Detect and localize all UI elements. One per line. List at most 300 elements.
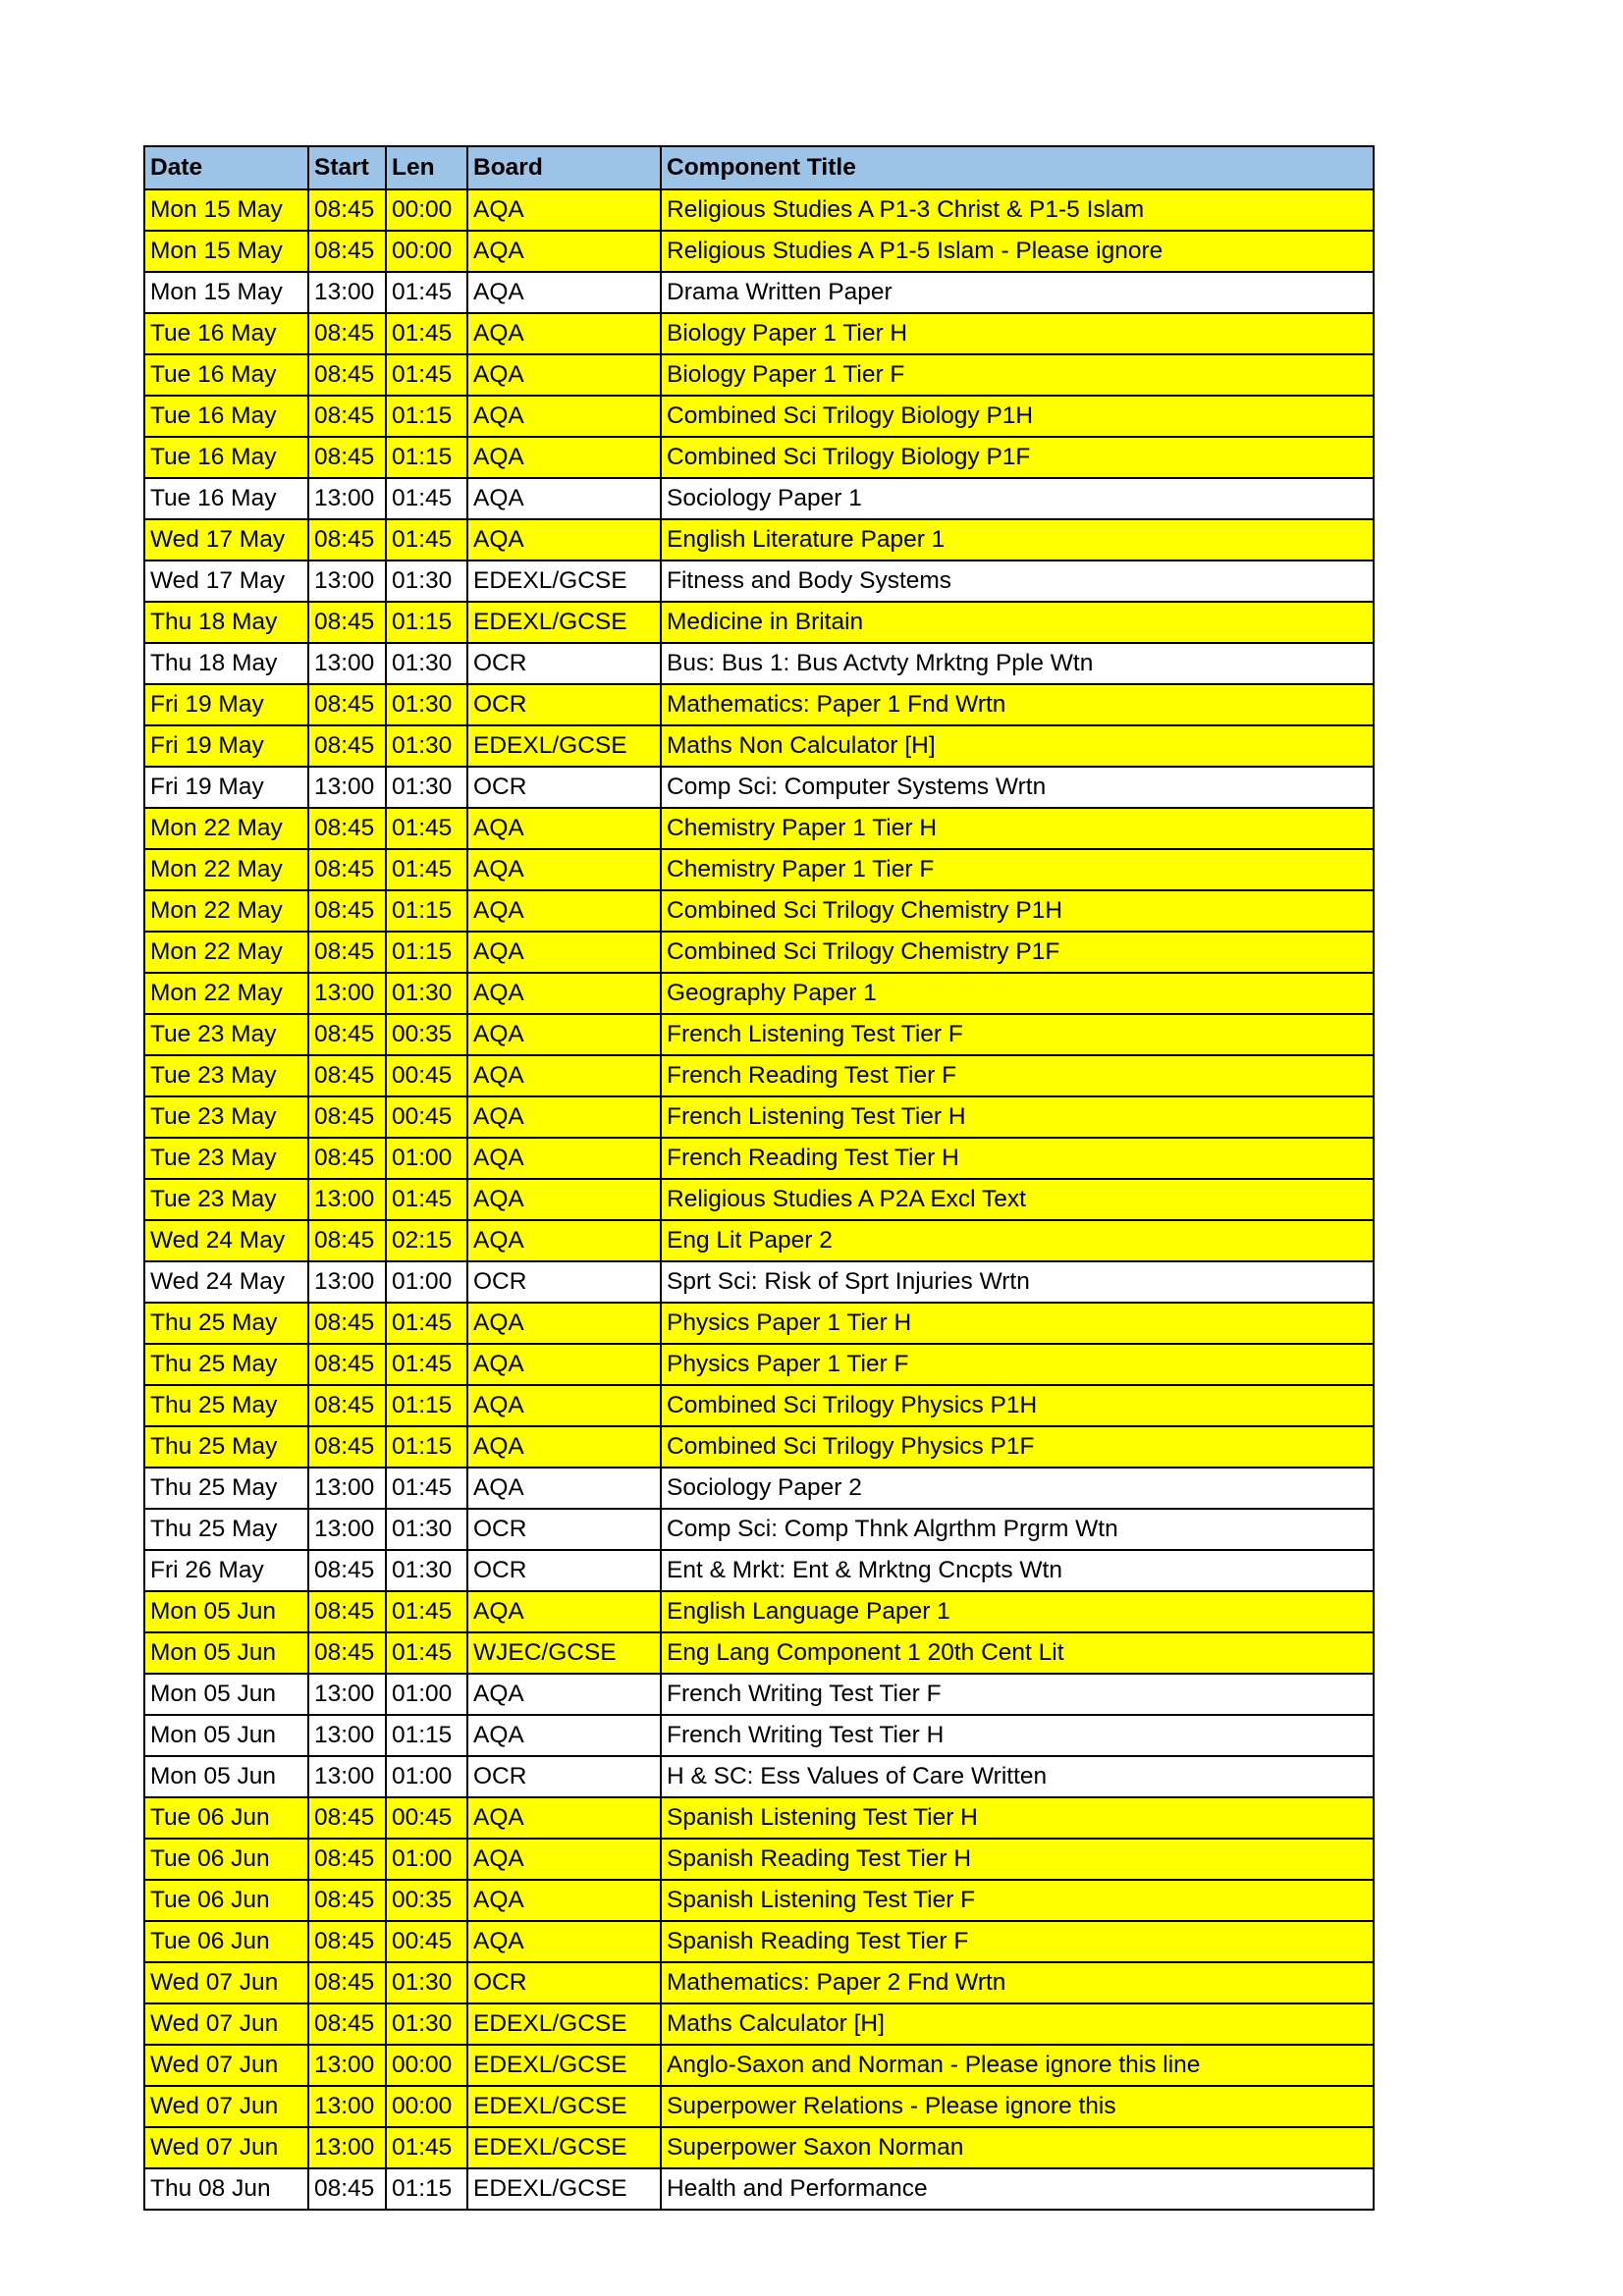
cell-start: 08:45 <box>308 1385 386 1426</box>
cell-len: 01:15 <box>386 890 467 932</box>
table-row <box>144 2045 1374 2086</box>
cell-start: 08:45 <box>308 808 386 849</box>
cell-len: 00:00 <box>386 231 467 272</box>
table-row <box>144 2168 1374 2210</box>
cell-date: Wed 24 May <box>144 1261 308 1303</box>
cell-title: Superpower Saxon Norman <box>661 2127 1374 2168</box>
cell-start: 08:45 <box>308 354 386 396</box>
cell-title: Combined Sci Trilogy Physics P1F <box>661 1426 1374 1468</box>
cell-board: OCR <box>467 1261 661 1303</box>
cell-len: 00:00 <box>386 2045 467 2086</box>
cell-len: 01:45 <box>386 519 467 561</box>
cell-len: 01:45 <box>386 1303 467 1344</box>
cell-title: Combined Sci Trilogy Chemistry P1H <box>661 890 1374 932</box>
table-row <box>144 684 1374 725</box>
cell-date: Thu 25 May <box>144 1344 308 1385</box>
cell-len: 00:35 <box>386 1880 467 1921</box>
table-row <box>144 519 1374 561</box>
table-row <box>144 725 1374 767</box>
cell-date: Tue 23 May <box>144 1055 308 1096</box>
cell-date: Tue 16 May <box>144 396 308 437</box>
cell-start: 08:45 <box>308 519 386 561</box>
column-header-component-title: Component Title <box>661 146 1374 189</box>
cell-title: Mathematics: Paper 2 Fnd Wrtn <box>661 1962 1374 2003</box>
cell-start: 08:45 <box>308 1550 386 1591</box>
cell-date: Mon 15 May <box>144 231 308 272</box>
cell-date: Wed 07 Jun <box>144 2127 308 2168</box>
cell-len: 01:30 <box>386 2003 467 2045</box>
table-row <box>144 1550 1374 1591</box>
cell-len: 01:00 <box>386 1756 467 1797</box>
cell-start: 08:45 <box>308 890 386 932</box>
table-row <box>144 396 1374 437</box>
cell-date: Mon 15 May <box>144 189 308 231</box>
cell-title: Medicine in Britain <box>661 602 1374 643</box>
cell-date: Mon 15 May <box>144 272 308 313</box>
table-row <box>144 1385 1374 1426</box>
cell-board: AQA <box>467 519 661 561</box>
cell-start: 08:45 <box>308 1426 386 1468</box>
cell-board: OCR <box>467 1756 661 1797</box>
cell-title: Bus: Bus 1: Bus Actvty Mrktng Pple Wtn <box>661 643 1374 684</box>
table-row <box>144 1591 1374 1632</box>
cell-date: Tue 16 May <box>144 313 308 354</box>
cell-start: 13:00 <box>308 1715 386 1756</box>
table-row <box>144 643 1374 684</box>
cell-start: 08:45 <box>308 1797 386 1839</box>
table-header <box>144 146 1374 189</box>
cell-len: 02:15 <box>386 1220 467 1261</box>
cell-title: Combined Sci Trilogy Chemistry P1F <box>661 932 1374 973</box>
cell-board: AQA <box>467 272 661 313</box>
cell-len: 01:45 <box>386 1344 467 1385</box>
cell-start: 13:00 <box>308 767 386 808</box>
table-row <box>144 2003 1374 2045</box>
cell-board: EDEXL/GCSE <box>467 2086 661 2127</box>
cell-title: Superpower Relations - Please ignore this <box>661 2086 1374 2127</box>
cell-start: 13:00 <box>308 272 386 313</box>
table-row <box>144 973 1374 1014</box>
cell-start: 08:45 <box>308 1839 386 1880</box>
cell-title: Religious Studies A P1-3 Christ & P1-5 Islam <box>661 189 1374 231</box>
cell-date: Wed 17 May <box>144 561 308 602</box>
cell-title: Spanish Listening Test Tier H <box>661 1797 1374 1839</box>
cell-date: Tue 16 May <box>144 437 308 478</box>
cell-board: WJEC/GCSE <box>467 1632 661 1674</box>
cell-board: AQA <box>467 973 661 1014</box>
cell-date: Thu 25 May <box>144 1468 308 1509</box>
cell-title: Spanish Reading Test Tier F <box>661 1921 1374 1962</box>
table-row <box>144 231 1374 272</box>
cell-len: 01:15 <box>386 1715 467 1756</box>
column-header-len: Len <box>386 146 467 189</box>
cell-start: 08:45 <box>308 1303 386 1344</box>
cell-start: 08:45 <box>308 189 386 231</box>
cell-date: Tue 16 May <box>144 478 308 519</box>
cell-len: 01:45 <box>386 1468 467 1509</box>
cell-start: 08:45 <box>308 1055 386 1096</box>
table-row <box>144 1880 1374 1921</box>
cell-board: AQA <box>467 849 661 890</box>
cell-board: EDEXL/GCSE <box>467 561 661 602</box>
cell-board: OCR <box>467 1550 661 1591</box>
cell-title: Religious Studies A P1-5 Islam - Please ignore <box>661 231 1374 272</box>
cell-title: Sociology Paper 2 <box>661 1468 1374 1509</box>
cell-start: 08:45 <box>308 1591 386 1632</box>
table-row <box>144 354 1374 396</box>
table-row <box>144 890 1374 932</box>
cell-title: Comp Sci: Comp Thnk Algrthm Prgrm Wtn <box>661 1509 1374 1550</box>
cell-len: 00:45 <box>386 1096 467 1138</box>
cell-date: Mon 05 Jun <box>144 1632 308 1674</box>
cell-board: AQA <box>467 189 661 231</box>
cell-board: AQA <box>467 1921 661 1962</box>
cell-title: Chemistry Paper 1 Tier H <box>661 808 1374 849</box>
cell-board: EDEXL/GCSE <box>467 2127 661 2168</box>
cell-board: AQA <box>467 1303 661 1344</box>
cell-title: Drama Written Paper <box>661 272 1374 313</box>
cell-title: English Language Paper 1 <box>661 1591 1374 1632</box>
cell-date: Tue 23 May <box>144 1179 308 1220</box>
cell-date: Mon 05 Jun <box>144 1674 308 1715</box>
cell-date: Tue 06 Jun <box>144 1880 308 1921</box>
cell-len: 00:45 <box>386 1055 467 1096</box>
table-row <box>144 1797 1374 1839</box>
table-row <box>144 1055 1374 1096</box>
cell-len: 01:45 <box>386 478 467 519</box>
cell-start: 13:00 <box>308 561 386 602</box>
table-row <box>144 1261 1374 1303</box>
table-row <box>144 272 1374 313</box>
cell-start: 13:00 <box>308 1509 386 1550</box>
cell-start: 08:45 <box>308 2168 386 2210</box>
table-row <box>144 1138 1374 1179</box>
cell-date: Tue 23 May <box>144 1138 308 1179</box>
table-row <box>144 1426 1374 1468</box>
cell-date: Tue 06 Jun <box>144 1921 308 1962</box>
table-row <box>144 1096 1374 1138</box>
cell-start: 08:45 <box>308 1344 386 1385</box>
cell-board: OCR <box>467 643 661 684</box>
cell-date: Wed 07 Jun <box>144 2003 308 2045</box>
table-row <box>144 1468 1374 1509</box>
cell-board: AQA <box>467 1055 661 1096</box>
cell-len: 01:30 <box>386 684 467 725</box>
cell-len: 01:15 <box>386 2168 467 2210</box>
cell-len: 01:00 <box>386 1138 467 1179</box>
cell-len: 01:45 <box>386 2127 467 2168</box>
cell-date: Mon 22 May <box>144 808 308 849</box>
cell-title: Physics Paper 1 Tier F <box>661 1344 1374 1385</box>
cell-len: 01:30 <box>386 643 467 684</box>
cell-title: Mathematics: Paper 1 Fnd Wrtn <box>661 684 1374 725</box>
cell-len: 00:45 <box>386 1797 467 1839</box>
cell-start: 08:45 <box>308 1921 386 1962</box>
cell-len: 01:45 <box>386 272 467 313</box>
cell-len: 01:45 <box>386 849 467 890</box>
cell-date: Thu 18 May <box>144 643 308 684</box>
cell-date: Thu 18 May <box>144 602 308 643</box>
table-row <box>144 767 1374 808</box>
table-row <box>144 2086 1374 2127</box>
cell-len: 00:00 <box>386 189 467 231</box>
table-row <box>144 1756 1374 1797</box>
cell-start: 08:45 <box>308 602 386 643</box>
cell-board: AQA <box>467 437 661 478</box>
cell-board: AQA <box>467 890 661 932</box>
cell-title: Comp Sci: Computer Systems Wrtn <box>661 767 1374 808</box>
cell-board: OCR <box>467 1509 661 1550</box>
table-row <box>144 313 1374 354</box>
table-row <box>144 1715 1374 1756</box>
table-row <box>144 437 1374 478</box>
cell-title: Biology Paper 1 Tier F <box>661 354 1374 396</box>
cell-len: 01:15 <box>386 1385 467 1426</box>
cell-len: 00:45 <box>386 1921 467 1962</box>
table-row <box>144 561 1374 602</box>
cell-date: Tue 16 May <box>144 354 308 396</box>
table-row <box>144 1014 1374 1055</box>
cell-start: 08:45 <box>308 684 386 725</box>
cell-len: 01:30 <box>386 1962 467 2003</box>
cell-date: Tue 06 Jun <box>144 1839 308 1880</box>
cell-start: 13:00 <box>308 1756 386 1797</box>
cell-len: 01:30 <box>386 1509 467 1550</box>
cell-date: Thu 25 May <box>144 1509 308 1550</box>
cell-title: Ent & Mrkt: Ent & Mrktng Cncpts Wtn <box>661 1550 1374 1591</box>
cell-title: Geography Paper 1 <box>661 973 1374 1014</box>
cell-board: EDEXL/GCSE <box>467 2003 661 2045</box>
cell-title: French Writing Test Tier F <box>661 1674 1374 1715</box>
column-header-board: Board <box>467 146 661 189</box>
cell-start: 08:45 <box>308 1138 386 1179</box>
cell-start: 08:45 <box>308 932 386 973</box>
cell-start: 08:45 <box>308 725 386 767</box>
table-row <box>144 1632 1374 1674</box>
cell-len: 01:45 <box>386 808 467 849</box>
cell-len: 01:30 <box>386 767 467 808</box>
cell-len: 01:15 <box>386 1426 467 1468</box>
cell-len: 01:45 <box>386 1591 467 1632</box>
cell-start: 13:00 <box>308 1261 386 1303</box>
table-row <box>144 1839 1374 1880</box>
cell-title: French Listening Test Tier H <box>661 1096 1374 1138</box>
cell-board: AQA <box>467 1591 661 1632</box>
cell-date: Thu 08 Jun <box>144 2168 308 2210</box>
cell-len: 01:30 <box>386 561 467 602</box>
cell-title: Spanish Listening Test Tier F <box>661 1880 1374 1921</box>
cell-date: Mon 22 May <box>144 932 308 973</box>
cell-title: Maths Calculator [H] <box>661 2003 1374 2045</box>
cell-start: 13:00 <box>308 2127 386 2168</box>
cell-len: 01:45 <box>386 313 467 354</box>
cell-board: EDEXL/GCSE <box>467 2045 661 2086</box>
cell-start: 08:45 <box>308 1096 386 1138</box>
cell-start: 08:45 <box>308 1220 386 1261</box>
cell-board: AQA <box>467 1797 661 1839</box>
cell-board: AQA <box>467 1674 661 1715</box>
table-row <box>144 808 1374 849</box>
cell-board: AQA <box>467 1014 661 1055</box>
cell-start: 13:00 <box>308 1468 386 1509</box>
cell-title: Sprt Sci: Risk of Sprt Injuries Wrtn <box>661 1261 1374 1303</box>
table-row <box>144 1921 1374 1962</box>
cell-len: 00:35 <box>386 1014 467 1055</box>
table-row <box>144 189 1374 231</box>
cell-date: Mon 05 Jun <box>144 1756 308 1797</box>
cell-board: OCR <box>467 1962 661 2003</box>
cell-date: Tue 23 May <box>144 1096 308 1138</box>
cell-board: AQA <box>467 1138 661 1179</box>
cell-title: Sociology Paper 1 <box>661 478 1374 519</box>
cell-title: Anglo-Saxon and Norman - Please ignore this line <box>661 2045 1374 2086</box>
cell-date: Mon 22 May <box>144 849 308 890</box>
exam-timetable-container <box>143 145 1373 2211</box>
cell-title: Combined Sci Trilogy Physics P1H <box>661 1385 1374 1426</box>
cell-title: Combined Sci Trilogy Biology P1F <box>661 437 1374 478</box>
cell-board: AQA <box>467 354 661 396</box>
cell-board: EDEXL/GCSE <box>467 725 661 767</box>
cell-board: AQA <box>467 1220 661 1261</box>
cell-board: AQA <box>467 1468 661 1509</box>
cell-board: AQA <box>467 1839 661 1880</box>
cell-title: Chemistry Paper 1 Tier F <box>661 849 1374 890</box>
cell-date: Fri 19 May <box>144 684 308 725</box>
table-row <box>144 1344 1374 1385</box>
cell-start: 13:00 <box>308 478 386 519</box>
cell-start: 08:45 <box>308 2003 386 2045</box>
column-header-start: Start <box>308 146 386 189</box>
cell-start: 08:45 <box>308 1962 386 2003</box>
cell-board: AQA <box>467 1385 661 1426</box>
table-row <box>144 478 1374 519</box>
cell-start: 08:45 <box>308 849 386 890</box>
cell-date: Wed 07 Jun <box>144 1962 308 2003</box>
table-body <box>144 189 1374 2210</box>
table-row <box>144 1179 1374 1220</box>
cell-len: 01:45 <box>386 1179 467 1220</box>
cell-start: 08:45 <box>308 396 386 437</box>
cell-len: 01:15 <box>386 396 467 437</box>
table-row <box>144 2127 1374 2168</box>
cell-date: Wed 17 May <box>144 519 308 561</box>
table-row <box>144 602 1374 643</box>
cell-title: Health and Performance <box>661 2168 1374 2210</box>
cell-date: Mon 22 May <box>144 973 308 1014</box>
cell-len: 01:45 <box>386 354 467 396</box>
cell-len: 01:45 <box>386 1632 467 1674</box>
cell-board: AQA <box>467 932 661 973</box>
cell-title: H & SC: Ess Values of Care Written <box>661 1756 1374 1797</box>
cell-start: 08:45 <box>308 1014 386 1055</box>
cell-date: Thu 25 May <box>144 1426 308 1468</box>
cell-date: Tue 06 Jun <box>144 1797 308 1839</box>
table-row <box>144 1674 1374 1715</box>
cell-title: Religious Studies A P2A Excl Text <box>661 1179 1374 1220</box>
table-row <box>144 1962 1374 2003</box>
cell-date: Fri 19 May <box>144 725 308 767</box>
table-row <box>144 1303 1374 1344</box>
cell-len: 01:30 <box>386 973 467 1014</box>
cell-start: 08:45 <box>308 1632 386 1674</box>
cell-title: Physics Paper 1 Tier H <box>661 1303 1374 1344</box>
cell-start: 13:00 <box>308 973 386 1014</box>
cell-title: Fitness and Body Systems <box>661 561 1374 602</box>
cell-board: OCR <box>467 767 661 808</box>
cell-board: OCR <box>467 684 661 725</box>
cell-start: 13:00 <box>308 1674 386 1715</box>
cell-start: 08:45 <box>308 231 386 272</box>
table-header-row <box>144 146 1374 189</box>
cell-title: Maths Non Calculator [H] <box>661 725 1374 767</box>
cell-title: Eng Lit Paper 2 <box>661 1220 1374 1261</box>
cell-board: AQA <box>467 1880 661 1921</box>
cell-len: 01:00 <box>386 1839 467 1880</box>
cell-board: AQA <box>467 1179 661 1220</box>
cell-title: English Literature Paper 1 <box>661 519 1374 561</box>
cell-title: Biology Paper 1 Tier H <box>661 313 1374 354</box>
cell-board: AQA <box>467 1715 661 1756</box>
cell-board: EDEXL/GCSE <box>467 2168 661 2210</box>
cell-date: Thu 25 May <box>144 1303 308 1344</box>
cell-date: Thu 25 May <box>144 1385 308 1426</box>
cell-date: Fri 19 May <box>144 767 308 808</box>
cell-title: Eng Lang Component 1 20th Cent Lit <box>661 1632 1374 1674</box>
cell-len: 01:15 <box>386 932 467 973</box>
cell-start: 08:45 <box>308 1880 386 1921</box>
cell-board: AQA <box>467 1426 661 1468</box>
cell-date: Wed 24 May <box>144 1220 308 1261</box>
cell-date: Mon 05 Jun <box>144 1591 308 1632</box>
cell-len: 01:15 <box>386 437 467 478</box>
cell-board: AQA <box>467 808 661 849</box>
cell-date: Fri 26 May <box>144 1550 308 1591</box>
cell-board: AQA <box>467 1096 661 1138</box>
cell-start: 13:00 <box>308 2045 386 2086</box>
column-header-date: Date <box>144 146 308 189</box>
cell-title: French Reading Test Tier F <box>661 1055 1374 1096</box>
cell-date: Mon 22 May <box>144 890 308 932</box>
cell-start: 13:00 <box>308 643 386 684</box>
exam-timetable <box>143 145 1375 2211</box>
cell-title: French Listening Test Tier F <box>661 1014 1374 1055</box>
cell-board: AQA <box>467 1344 661 1385</box>
cell-start: 13:00 <box>308 1179 386 1220</box>
cell-board: AQA <box>467 396 661 437</box>
cell-board: AQA <box>467 478 661 519</box>
cell-title: Spanish Reading Test Tier H <box>661 1839 1374 1880</box>
cell-len: 01:15 <box>386 602 467 643</box>
table-row <box>144 932 1374 973</box>
cell-start: 08:45 <box>308 437 386 478</box>
table-row <box>144 1220 1374 1261</box>
cell-board: AQA <box>467 231 661 272</box>
cell-board: EDEXL/GCSE <box>467 602 661 643</box>
cell-len: 01:00 <box>386 1674 467 1715</box>
cell-len: 01:00 <box>386 1261 467 1303</box>
cell-title: French Writing Test Tier H <box>661 1715 1374 1756</box>
cell-date: Mon 05 Jun <box>144 1715 308 1756</box>
cell-len: 00:00 <box>386 2086 467 2127</box>
cell-title: French Reading Test Tier H <box>661 1138 1374 1179</box>
cell-date: Wed 07 Jun <box>144 2045 308 2086</box>
cell-date: Wed 07 Jun <box>144 2086 308 2127</box>
cell-len: 01:30 <box>386 1550 467 1591</box>
cell-len: 01:30 <box>386 725 467 767</box>
cell-start: 13:00 <box>308 2086 386 2127</box>
cell-start: 08:45 <box>308 313 386 354</box>
table-row <box>144 1509 1374 1550</box>
